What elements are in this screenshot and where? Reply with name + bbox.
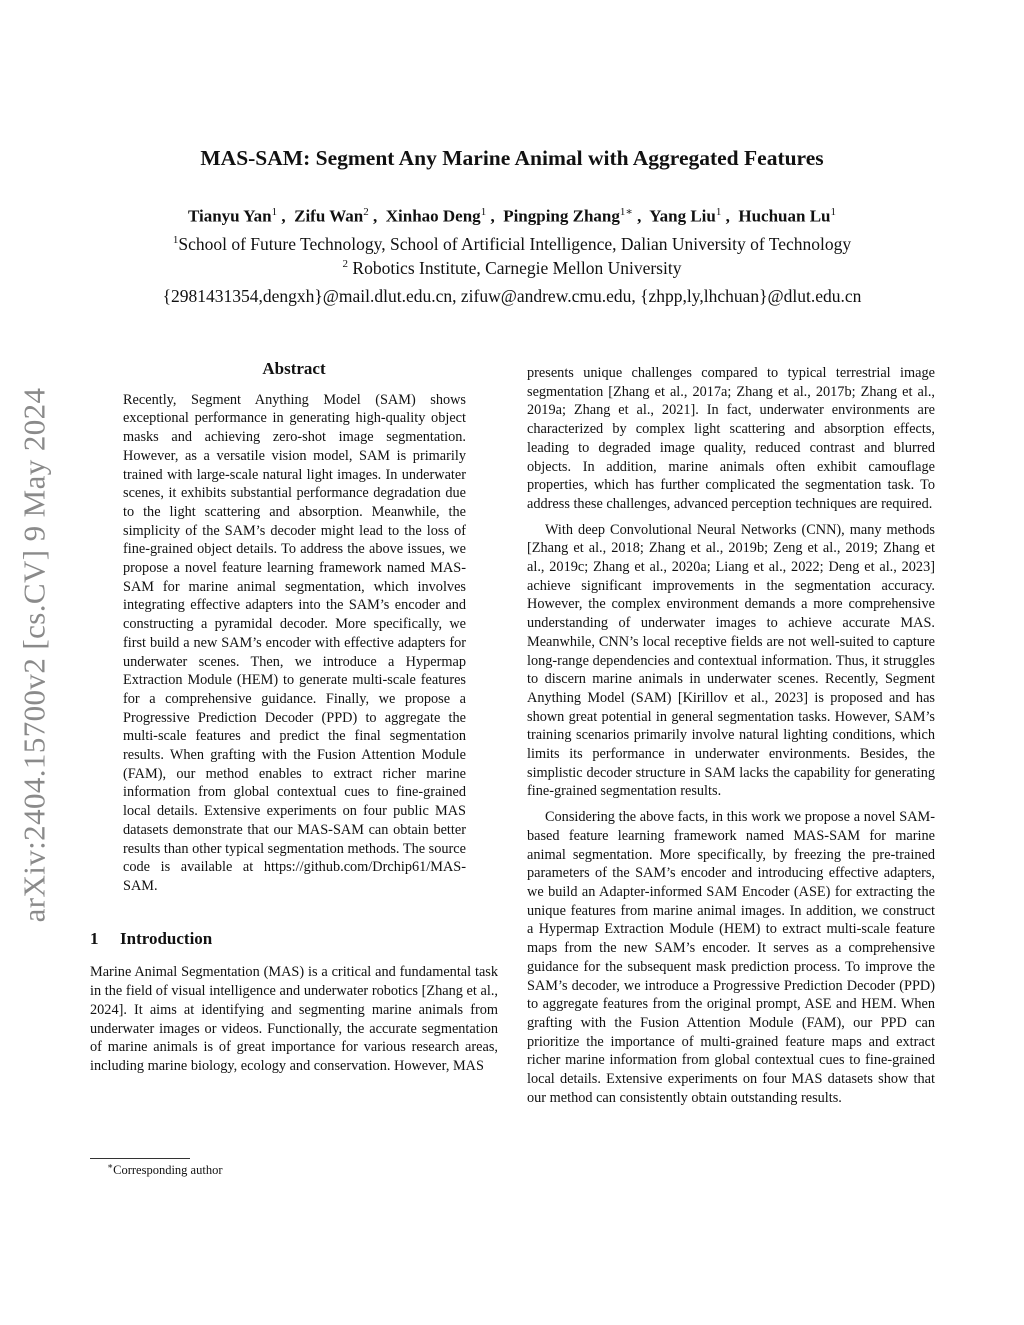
abstract-body: Recently, Segment Anything Model (SAM) shows exceptional performance in generating high-quality object masks and achieving zero-shot image segmentation. However, as a versatile vision model, SAM is primarily trained with large-scale natural light images. In underwater scenes, it exhibits substantial performance degradation due to the light scattering and absorption. Meanwhile, the simplicity of the SAM’s decoder might lead to the loss of fine-grained object details. To address the above issues, we propose a novel feature learning framework named MAS-SAM for marine animal segmentation, which involves integrating effective adapters into the SAM’s encoder and constructing a pyramidal decoder. More specifically, we first build a new SAM’s encoder with effective adapters for underwater scenes. Then, we introduce a Hypermap Extraction Module (HEM) to generate multi-scale features for a comprehensive guidance. Finally, we propose a Progressive Prediction Decoder (PPD) to aggregate the multi-scale features and predict the final segmentation results. When grafting with the Fusion Attention Module (FAM), our method enables to extract richer marine information from global contextual cues to fine-grained local details. Extensive experiments on four public MAS datasets demonstrate that our MAS-SAM can obtain better results than other typical segmentation methods. The source code is available at https://github.com/Drchip61/MAS-SAM.	[123, 391, 466, 894]
author-mark: 1	[271, 206, 278, 218]
affiliation-mark: 1	[172, 234, 179, 247]
body-paragraph: With deep Convolutional Neural Networks (CNN), many methods [Zhang et al., 2018; Zhang et al., 2019b; Zeng et al., 2019; Zhang et al., 2019c; Zhang et al., 2020a; Liang et al., 2022; Deng et al., 2023] achieve significant improvements in the segmentation accuracy. However, the complex environment demands a more comprehensive understanding of underwater images to achieve accurate MAS. Meanwhile, CNN’s local receptive fields are not well-suited to capture long-range dependencies and contextual information. Thus, it struggles to discern marine animals in underwater scenes. Recently, Segment Anything Model (SAM) [Kirillov et al., 2023] is proposed and has shown great potential in general segmentation tasks. However, SAM’s training scenarios primarily involve natural lighting conditions, which limits its performance in underwater environments. Besides, the simplistic decoder structure in SAM lacks the capability for generating fine-grained segmentation results.	[527, 521, 935, 800]
author-mark: 2	[363, 206, 369, 218]
author-mark: 1	[480, 206, 487, 218]
author-name: Yang Liu	[649, 206, 716, 226]
body-paragraph: Considering the above facts, in this work we propose a novel SAM-based feature learning framework named MAS-SAM for marine animal segmentation. More specifically, by freezing the pre-trained parameters of the SAM’s encoder and introducing effective adapters, we build an Adapter-informed SAM Encoder (ASE) for extracting the unique features from marine animal images. In addition, we construct a Hypermap Extraction Module (HEM) to extract multi-scale feature maps from the new SAM’s encoder. It serves as a comprehensive guidance for the subsequent mask prediction process. To improve the SAM’s decoder, we introduce a Progressive Prediction Decoder (PPD) to aggregate features from the original prompt, ASE and HEM. When grafting with the Fusion Attention Module (FAM), our PPD can prioritize the importance of multi-grained feature maps and extract richer marine information from global contextual cues to fine-grained local details. Extensive experiments on four MAS datasets show that our method can consistently obtain outstanding results.	[527, 809, 935, 1106]
arxiv-id: arXiv:2404.15700v2 [cs.CV] 9 May 2024	[16, 387, 52, 923]
affiliation-2	[80, 258, 944, 279]
left-column	[90, 360, 498, 1076]
author-mark: 1∗	[619, 206, 633, 218]
right-column	[527, 364, 935, 1107]
abstract-heading: Abstract	[262, 359, 326, 378]
author-name: Tianyu Yan	[187, 206, 272, 226]
affiliation-text: School of Future Technology, School of Artificial Intelligence, Dalian University of Technology	[178, 234, 852, 254]
author-name: Huchuan Lu	[738, 206, 831, 226]
footnote-text: Corresponding author	[113, 1163, 223, 1178]
section-title: Introduction	[120, 928, 213, 948]
intro-paragraph: Marine Animal Segmentation (MAS) is a critical and fundamental task in the field of visual intelligence and underwater robotics [Zhang et al., 2024]. It aims at identifying and segmenting marine animals from underwater images or videos. Functionally, the accurate segmentation of marine animals is of great importance for various research areas, including marine biology, ecology and conservation. However, MAS	[90, 964, 498, 1074]
affiliation-text: Robotics Institute, Carnegie Mellon University	[348, 258, 682, 278]
footnote	[107, 1161, 222, 1178]
author-name: Xinhao Deng	[385, 206, 481, 226]
section-number: 1	[90, 928, 99, 948]
affiliation-mark: 2	[342, 258, 349, 271]
author-name: Pingping Zhang	[503, 206, 620, 226]
body-paragraph: presents unique challenges compared to typical terrestrial image segmentation [Zhang et al., 2017a; Zhang et al., 2017b; Zhang et al., 2019a; Zhang et al., 2021]. In fact, underwater environments are characterized by complex light scattering and absorption effects, leading to degraded image quality, reduced contrast and blurred objects. In addition, marine animals often exhibit camouflage properties, which has further complicated the segmentation task. To address these challenges, advanced perception techniques are required.	[527, 365, 935, 512]
author-list: Tianyu Yan$^1$ , Zifu Wan$^2$ , Xinhao Deng$^1$ , Pingping Zhang$^{1∗}$ , Yang Liu$^1$ , Huchuan Lu$^1$	[187, 206, 837, 226]
footnote-mark: ∗	[107, 1161, 114, 1171]
footnote-divider	[90, 1158, 190, 1159]
arxiv-side-stamp	[10, 350, 58, 960]
author-mark: 1	[715, 206, 722, 218]
author-emails: {2981431354,dengxh}@mail.dlut.edu.cn, zifuw@andrew.cmu.edu, {zhpp,ly,lhchuan}@dlut.edu.cn	[162, 286, 862, 306]
paper-title: MAS-SAM: Segment Any Marine Animal with Aggregated Features	[200, 146, 824, 170]
section-heading	[90, 930, 498, 949]
author-name: Zifu Wan	[294, 206, 364, 226]
affiliation-1	[80, 234, 944, 255]
author-mark: 1	[830, 206, 837, 218]
